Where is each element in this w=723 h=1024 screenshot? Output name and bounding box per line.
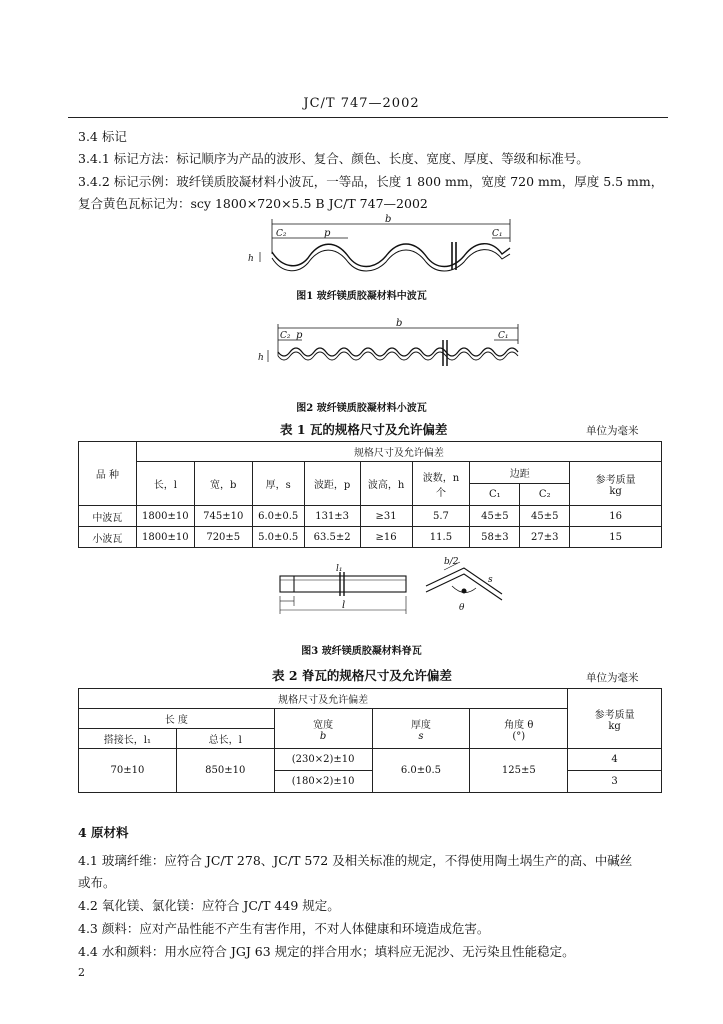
table-cell: 5.0±0.5 (252, 527, 304, 548)
t1-header-mass (570, 462, 662, 506)
fig2-label-h: h (258, 353, 264, 363)
figure-2-drawing (258, 318, 528, 372)
table-cell: ≥16 (360, 527, 412, 548)
para-4-1-line2: 或布。 (78, 875, 116, 890)
table-cell: 745±10 (194, 506, 252, 527)
table-cell: 中波瓦 (79, 506, 137, 527)
para-4-2: 4.2 氧化镁、氯化镁：应符合 JC/T 449 规定。 (78, 898, 340, 913)
section-4-title: 4 原材料 (78, 825, 129, 840)
fig1-label-h: h (248, 254, 254, 264)
table-cell: 45±5 (520, 506, 570, 527)
table-cell: 1800±10 (136, 527, 194, 548)
header-rule (68, 117, 668, 118)
table-2-caption: 表 2 脊瓦的规格尺寸及允许偏差 (272, 668, 452, 683)
t1-header-edge: 边距 (470, 462, 570, 484)
table-cell: 1800±10 (136, 506, 194, 527)
fig1-label-p: p (324, 228, 331, 239)
table-cell: 参考质量 (595, 474, 636, 486)
table-cell: 5.7 (412, 506, 470, 527)
fig3-label-l1: l₁ (336, 564, 343, 574)
table-cell: 参考质量 (594, 709, 635, 721)
table-cell: 波数，n (422, 472, 460, 484)
table-cell: (230×2)±10 (274, 749, 372, 771)
table-cell: 27±3 (520, 527, 570, 548)
fig2-label-b: b (396, 318, 403, 329)
para-3-4-2-line1: 3.4.2 标记示例：玻纤镁质胶凝材料小波瓦，一等品，长度 1 800 mm，宽度 720 mm，厚度 5.5 mm， (78, 174, 664, 189)
figure-3-drawing (276, 556, 516, 618)
table-cell: 125±5 (470, 749, 568, 793)
fig1-label-c1: C₁ (492, 229, 503, 239)
fig1-label-c2: C₂ (276, 229, 287, 239)
t1-header-count (412, 462, 470, 506)
table-cell: 720±5 (194, 527, 252, 548)
fig2-label-c1: C₁ (498, 331, 509, 341)
para-4-3: 4.3 颜料：应对产品性能不产生有害作用，不对人体健康和环境造成危害。 (78, 921, 490, 936)
para-4-1-line1: 4.1 玻璃纤维：应符合 JC/T 278、JC/T 572 及相关标准的规定，不得使用陶土埚生产的高、中碱丝 (78, 853, 633, 868)
t2-header-thickness (372, 709, 470, 749)
table-2-unit: 单位为毫米 (586, 672, 639, 684)
table-cell: 6.0±0.5 (372, 749, 470, 793)
table-cell: kg (608, 720, 621, 732)
t1-header-spec: 规格尺寸及允许偏差 (136, 442, 661, 462)
t1-header-c1: C₁ (470, 484, 520, 506)
fig2-label-c2: C₂ (280, 331, 291, 341)
fig3-label-theta: θ (459, 603, 465, 613)
table-cell: 11.5 (412, 527, 470, 548)
para-3-4-2-line2: 复合黄色瓦标记为：scy 1800×720×5.5 B JC/T 747—2002 (78, 196, 428, 211)
t1-header-height: 波高，h (360, 462, 412, 506)
table-row (79, 527, 662, 548)
fig3-label-s: s (488, 575, 493, 585)
table-cell: 厚度 (410, 719, 431, 731)
table-1-unit: 单位为毫米 (586, 425, 639, 437)
table-row (79, 749, 662, 771)
table-1-caption: 表 1 瓦的规格尺寸及允许偏差 (280, 422, 448, 437)
t2-header-width (274, 709, 372, 749)
t1-header-kind: 品 种 (79, 442, 137, 506)
table-2 (78, 688, 662, 793)
fig1-label-b: b (385, 214, 392, 225)
figure-2-caption: 图2 玻纤镁质胶凝材料小波瓦 (296, 403, 427, 414)
para-3-4-1: 3.4.1 标记方法：标记顺序为产品的波形、复合、颜色、长度、宽度、厚度、等级和标准号。 (78, 151, 589, 166)
table-cell: 4 (568, 749, 662, 771)
table-cell: 63.5±2 (304, 527, 360, 548)
t2-header-length: 长 度 (79, 709, 275, 729)
t1-header-thickness: 厚，s (252, 462, 304, 506)
t2-header-angle (470, 709, 568, 749)
table-cell: 3 (568, 771, 662, 793)
table-cell: 131±3 (304, 506, 360, 527)
table-cell: 850±10 (176, 749, 274, 793)
table-cell: 角度 θ (504, 719, 534, 731)
table-cell: 6.0±0.5 (252, 506, 304, 527)
t2-header-spec: 规格尺寸及允许偏差 (79, 689, 568, 709)
table-1 (78, 441, 662, 548)
t2-header-lap: 搭接长，l₁ (79, 729, 177, 749)
table-cell: ≥31 (360, 506, 412, 527)
table-cell: 小波瓦 (79, 527, 137, 548)
t2-header-total: 总长，l (176, 729, 274, 749)
fig2-label-p: p (296, 330, 303, 341)
table-cell: (180×2)±10 (274, 771, 372, 793)
table-cell: 16 (570, 506, 662, 527)
table-cell: kg (609, 485, 622, 497)
figure-1-drawing (240, 212, 520, 274)
t1-header-c2: C₂ (520, 484, 570, 506)
table-cell: (°) (512, 730, 526, 742)
para-4-4: 4.4 水和颜料：用水应符合 JGJ 63 规定的拌合用水；填料应无泥沙、无污染且性能稳定。 (78, 944, 575, 959)
table-cell: 宽度 (313, 719, 334, 731)
figure-3-caption: 图3 玻纤镁质胶凝材料脊瓦 (301, 646, 422, 657)
fig3-label-l: l (342, 600, 346, 611)
table-cell: b (319, 730, 327, 742)
table-cell: 个 (435, 487, 446, 499)
fig3-label-b2: b/2 (444, 557, 459, 567)
page-header: JC/T 747—2002 (303, 96, 420, 111)
t1-header-pitch: 波距，p (304, 462, 360, 506)
page-number: 2 (78, 966, 85, 979)
t2-header-mass (568, 689, 662, 749)
t1-header-length: 长，l (136, 462, 194, 506)
table-row (79, 506, 662, 527)
table-cell: 45±5 (470, 506, 520, 527)
t1-header-width: 宽，b (194, 462, 252, 506)
table-cell: 58±3 (470, 527, 520, 548)
table-cell: 15 (570, 527, 662, 548)
table-cell: 70±10 (79, 749, 177, 793)
table-cell: s (418, 730, 424, 742)
section-3-4-title: 3.4 标记 (78, 129, 127, 144)
figure-1-caption: 图1 玻纤镁质胶凝材料中波瓦 (296, 291, 427, 302)
